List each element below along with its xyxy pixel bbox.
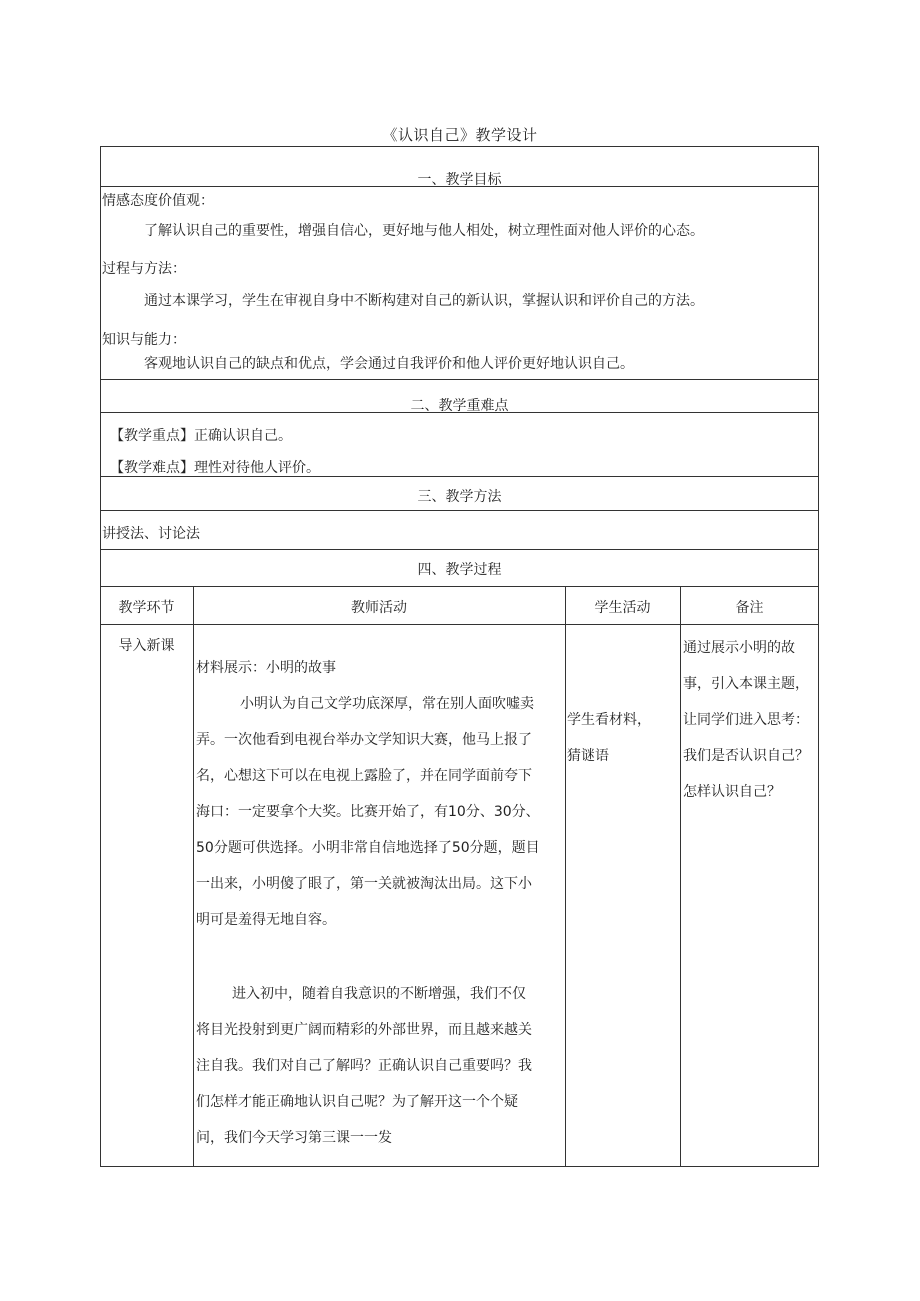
process-text: 通过本课学习，学生在审视自身中不断构建对自己的新认识，掌握认识和评价自己的方法。 bbox=[144, 293, 704, 309]
story-line: 50分题可供选择。小明非常自信地选择了50分题，题目 bbox=[196, 840, 540, 856]
section-heading-objectives: 一、教学目标 bbox=[417, 172, 502, 188]
column-header-teacher: 教师活动 bbox=[351, 600, 407, 616]
intro-line: 进入初中，随着自我意识的不断增强，我们不仅 bbox=[232, 986, 526, 1002]
column-header-stage: 教学环节 bbox=[118, 600, 175, 616]
key-point: 【教学重点】正确认识自己。 bbox=[110, 428, 292, 444]
story-line: 名，心想这下可以在电视上露脸了，并在同学面前夸下 bbox=[196, 768, 532, 784]
rule bbox=[100, 379, 819, 380]
note-line: 事，引入本课主题， bbox=[683, 676, 809, 692]
column-header-student: 学生活动 bbox=[594, 600, 651, 616]
intro-line: 们怎样才能正确地认识自己呢？为了解开这一个个疑 bbox=[196, 1094, 518, 1110]
rule bbox=[100, 510, 819, 511]
column-divider bbox=[565, 586, 566, 1167]
column-header-notes: 备注 bbox=[735, 600, 764, 616]
process-label: 过程与方法： bbox=[102, 261, 186, 277]
note-line: 让同学们进入思考： bbox=[683, 712, 809, 728]
story-line: 明可是羞得无地自容。 bbox=[196, 912, 336, 928]
column-divider bbox=[680, 586, 681, 1167]
methods-text: 讲授法、讨论法 bbox=[102, 526, 200, 542]
column-divider bbox=[193, 586, 194, 1167]
rule bbox=[100, 549, 819, 550]
story-line: 弄。一次他看到电视台举办文学知识大赛，他马上报了 bbox=[196, 732, 532, 748]
rule bbox=[100, 624, 819, 625]
section-heading-process: 四、教学过程 bbox=[417, 562, 502, 578]
note-line: 我们是否认识自己？ bbox=[683, 748, 809, 764]
story-line: 一出来，小明傻了眼了，第一关就被淘汰出局。这下小 bbox=[196, 876, 532, 892]
intro-line: 将目光投射到更广阔而精彩的外部世界，而且越来越关 bbox=[196, 1022, 532, 1038]
intro-line: 注自我。我们对自己了解吗？正确认识自己重要吗？我 bbox=[196, 1058, 532, 1074]
intro-line: 问，我们今天学习第三课一一发 bbox=[196, 1130, 392, 1146]
section-heading-methods: 三、教学方法 bbox=[417, 489, 502, 505]
story-line: 海口：一定要拿个大奖。比赛开始了，有10分、30分、 bbox=[196, 804, 540, 820]
stage-cell: 导入新课 bbox=[118, 638, 175, 654]
section-heading-key-points: 二、教学重难点 bbox=[410, 398, 509, 414]
note-line: 怎样认识自己？ bbox=[683, 784, 781, 800]
emotion-label: 情感态度价值观： bbox=[102, 193, 214, 209]
difficult-point: 【教学难点】理性对待他人评价。 bbox=[110, 460, 320, 476]
note-line: 通过展示小明的故 bbox=[683, 640, 795, 656]
document-title: 《认识自己》教学设计 bbox=[382, 126, 538, 144]
emotion-text: 了解认识自己的重要性，增强自信心，更好地与他人相处，树立理性面对他人评价的心态。 bbox=[144, 223, 704, 239]
story-line: 小明认为自己文学功底深厚，常在别人面吹嘘卖 bbox=[240, 696, 534, 712]
rule bbox=[100, 586, 819, 587]
material-title: 材料展示：小明的故事 bbox=[196, 660, 336, 676]
student-line: 学生看材料， bbox=[567, 712, 651, 728]
knowledge-text: 客观地认识自己的缺点和优点，学会通过自我评价和他人评价更好地认识自己。 bbox=[144, 356, 634, 372]
student-line: 猜谜语 bbox=[567, 748, 609, 764]
knowledge-label: 知识与能力： bbox=[102, 332, 186, 348]
